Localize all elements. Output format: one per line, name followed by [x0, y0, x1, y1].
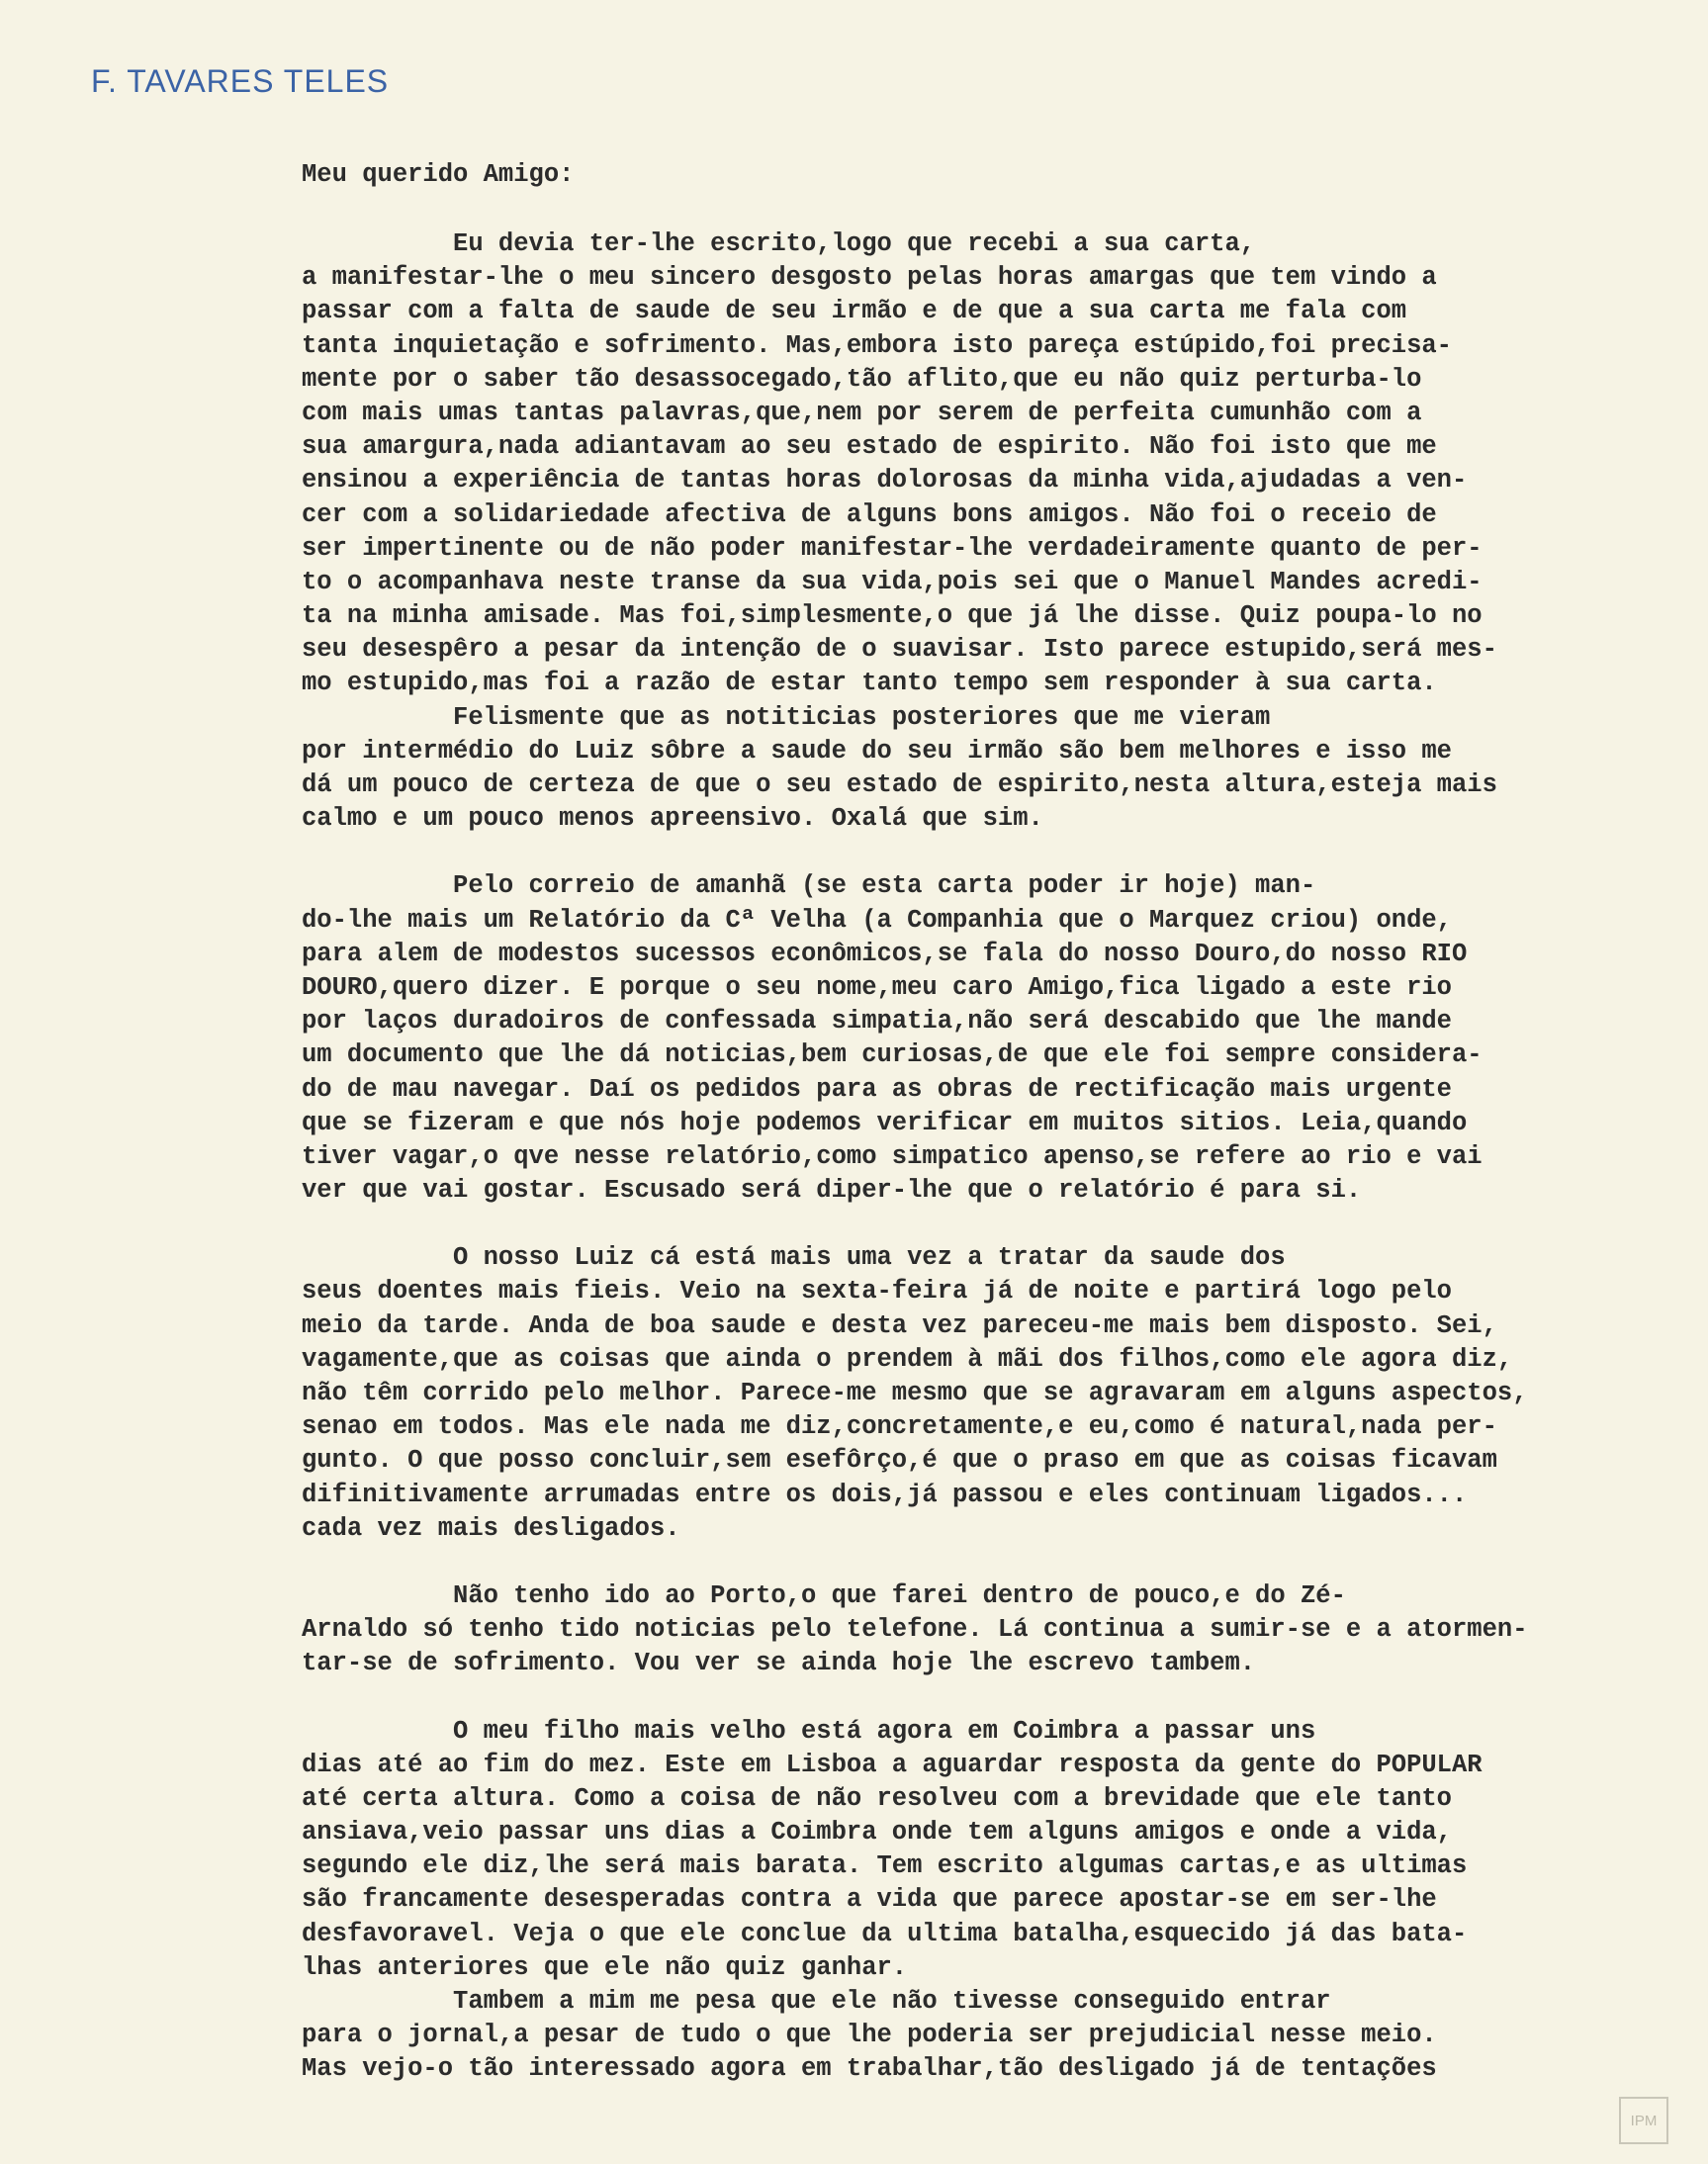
letter-line: com mais umas tantas palavras,que,nem por serem de perfeita cumunhão com a [302, 398, 1422, 427]
letter-line: cer com a solidariedade afectiva de alguns bons amigos. Não foi o receio de [302, 499, 1437, 529]
letter-line: tiver vagar,o qve nesse relatório,como simpatico apenso,se refere ao rio e vai [302, 1141, 1483, 1171]
letter-line: do de mau navegar. Daí os pedidos para as obras de rectificação mais urgente [302, 1074, 1452, 1104]
letter-line: senao em todos. Mas ele nada me diz,concretamente,e eu,como é natural,nada per- [302, 1412, 1497, 1442]
letter-line: até certa altura. Como a coisa de não resolveu com a brevidade que ele tanto [302, 1783, 1452, 1813]
letter-line: passar com a falta de saude de seu irmão e de que a sua carta me fala com [302, 297, 1407, 326]
letter-line: mo estupido,mas foi a razão de estar tanto tempo sem responder à sua carta. [302, 669, 1437, 698]
letter-line: ser impertinente ou de não poder manifestar-lhe verdadeiramente quanto de per- [302, 533, 1483, 563]
letter-line: sua amargura,nada adiantavam ao seu estado de espirito. Não foi isto que me [302, 432, 1437, 462]
letter-line: por laços duradoiros de confessada simpatia,não será descabido que lhe mande [302, 1007, 1452, 1037]
letter-line: desfavoravel. Veja o que ele conclue da ultima batalha,esquecido já das bata- [302, 1919, 1468, 1948]
letter-line: não têm corrido pelo melhor. Parece-me mesmo que se agravaram em alguns aspectos, [302, 1379, 1528, 1407]
letter-line: seus doentes mais fieis. Veio na sexta-feira já de noite e partirá logo pelo [302, 1277, 1452, 1307]
letter-line: dias até ao fim do mez. Este em Lisboa a aguardar resposta da gente do POPULAR [302, 1750, 1483, 1779]
letter-line: ver que vai gostar. Escusado será diper-lhe que o relatório é para si. [302, 1176, 1362, 1206]
letter-line: mente por o saber tão desassocegado,tão aflito,que eu não quiz perturba-lo [302, 364, 1422, 394]
letter-line: difinitivamente arrumadas entre os dois,já passou e eles continuam ligados... [302, 1480, 1468, 1509]
letter-line: gunto. O que posso concluir,sem esefôrço,é que o praso em que as coisas ficavam [302, 1446, 1497, 1476]
letter-line: do-lhe mais um Relatório da Cª Velha (a Companhia que o Marquez criou) onde, [302, 905, 1452, 935]
letter-line: Mas vejo-o tão interessado agora em trabalhar,tão desligado já de tentações [302, 2054, 1437, 2084]
letter-paragraph [302, 1715, 1676, 1986]
letter-line: Pelo correio de amanhã (se esta carta poder ir hoje) man- [302, 871, 1316, 901]
letter-line: segundo ele diz,lhe será mais barata. Tem escrito algumas cartas,e as ultimas [302, 1851, 1468, 1881]
letter-paragraph [302, 1241, 1676, 1546]
letter-line: Eu devia ter-lhe escrito,logo que recebi a sua carta, [302, 229, 1256, 258]
letter-line: para o jornal,a pesar de tudo o que lhe poderia ser prejudicial nesse meio. [302, 2021, 1437, 2050]
letter-line: Não tenho ido ao Porto,o que farei dentro de pouco,e do Zé- [302, 1580, 1346, 1610]
letter-paragraph [302, 227, 1676, 836]
letter-line: seu desespêro a pesar da intenção de o suavisar. Isto parece estupido,será mes- [302, 635, 1497, 665]
letter-paragraphs [302, 227, 1676, 2087]
letter-line: calmo e um pouco menos apreensivo. Oxalá que sim. [302, 804, 1043, 834]
letter-line: vagamente,que as coisas que ainda o prendem à mãi dos filhos,como ele agora diz, [302, 1344, 1513, 1374]
letter-line: por intermédio do Luiz sôbre a saude do seu irmão são bem melhores e isso me [302, 736, 1452, 766]
archive-stamp: IPM [1619, 2097, 1668, 2144]
letter-body [302, 148, 1676, 2120]
letter-paragraph [302, 1579, 1676, 1681]
salutation: Meu querido Amigo: [302, 160, 575, 189]
letter-paragraph [302, 1985, 1676, 2087]
letter-line: Felismente que as notiticias posteriores que me vieram [302, 702, 1271, 732]
letter-line: meio da tarde. Anda de boa saude e desta vez pareceu-me mais bem disposto. Sei, [302, 1310, 1497, 1340]
letter-line: lhas anteriores que ele não quiz ganhar. [302, 1952, 908, 1982]
letter-line: que se fizeram e que nós hoje podemos verificar em muitos sitios. Leia,quando [302, 1108, 1468, 1137]
letter-line: a manifestar-lhe o meu sincero desgosto pelas horas amargas que tem vindo a [302, 263, 1437, 293]
letter-line: Tambem a mim me pesa que ele não tivesse conseguido entrar [302, 1987, 1331, 2016]
letter-line: to o acompanhava neste transe da sua vida,pois sei que o Manuel Mandes acredi- [302, 567, 1483, 596]
letter-line: são francamente desesperadas contra a vida que parece apostar-se em ser-lhe [302, 1885, 1437, 1915]
letter-line: cada vez mais desligados. [302, 1513, 680, 1543]
letter-line: tar-se de sofrimento. Vou ver se ainda hoje lhe escrevo tambem. [302, 1649, 1256, 1678]
letterhead: F. TAVARES TELES [91, 63, 390, 99]
letter-line: ensinou a experiência de tantas horas dolorosas da minha vida,ajudadas a ven- [302, 466, 1468, 496]
letter-line: para alem de modestos sucessos econômicos,se fala do nosso Douro,do nosso RIO [302, 939, 1468, 968]
letter-line: ta na minha amisade. Mas foi,simplesmente,o que já lhe disse. Quiz poupa-lo no [302, 601, 1483, 631]
letter-line: O meu filho mais velho está agora em Coimbra a passar uns [302, 1716, 1316, 1746]
letter-line: ansiava,veio passar uns dias a Coimbra onde tem alguns amigos e onde a vida, [302, 1818, 1452, 1848]
letter-line: DOURO,quero dizer. E porque o seu nome,meu caro Amigo,fica ligado a este rio [302, 972, 1452, 1002]
letter-paragraph [302, 869, 1676, 1208]
letter-line: tanta inquietação e sofrimento. Mas,embora isto pareça estúpido,foi precisa- [302, 330, 1452, 360]
letter-line: Arnaldo só tenho tido noticias pelo telefone. Lá continua a sumir-se e a atormen- [302, 1615, 1528, 1645]
letter-line: O nosso Luiz cá está mais uma vez a tratar da saude dos [302, 1243, 1286, 1273]
letter-line: dá um pouco de certeza de que o seu estado de espirito,nesta altura,esteja mais [302, 770, 1497, 799]
letter-line: um documento que lhe dá noticias,bem curiosas,de que ele foi sempre considera- [302, 1040, 1483, 1070]
